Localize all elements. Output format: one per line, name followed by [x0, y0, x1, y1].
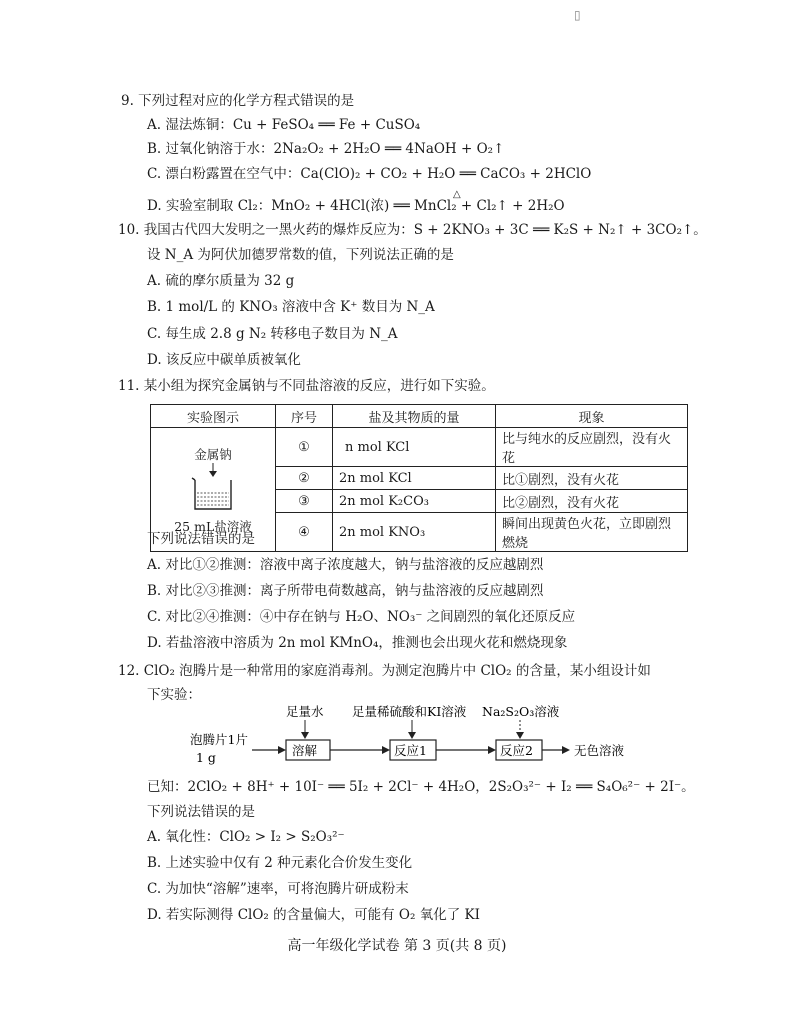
q9-option-c: C. 漂白粉露置在空气中：Ca(ClO)₂ + CO₂ + H₂O ══ CaCO₃ + 2HClO: [147, 166, 592, 182]
q12-option-d: D. 若实际测得 ClO₂ 的含量偏大，可能有 O₂ 氧化了 KI: [147, 907, 480, 923]
down-arrow-icon: [516, 732, 524, 739]
q9-option-d: D. 实验室制取 Cl₂：MnO₂ + 4HCl(浓) ══ MnCl₂ + Cl₂↑ + 2H₂O: [147, 198, 565, 214]
flow-arrow-icon: [278, 746, 286, 754]
beaker-diagram: [183, 463, 243, 513]
flow-start-line2: 1 g: [196, 750, 216, 765]
flow-box-reaction2-label: 反应2: [500, 743, 533, 758]
q9-stem: 9. 下列过程对应的化学方程式错误的是: [121, 93, 355, 109]
header-figure: 实验图示: [151, 405, 276, 428]
flow-end-label: 无色溶液: [574, 743, 625, 758]
q9-option-a: A. 湿法炼铜：Cu + FeSO₄ ══ Fe + CuSO₄: [147, 117, 421, 133]
page-footer: 高一年级化学试卷 第 3 页(共 8 页): [287, 938, 507, 954]
row-number: ④: [276, 513, 333, 552]
q11-subquestion: 下列说法错误的是: [147, 531, 255, 547]
row-phenomenon: 比①剧烈，没有火花: [496, 467, 688, 490]
flow-label-water: 足量水: [286, 704, 324, 719]
table-header-row: [151, 405, 688, 428]
q12-stem-line2: 下实验：: [147, 687, 201, 703]
header-salt: 盐及其物质的量: [333, 405, 496, 428]
q11-option-a: A. 对比①②推测：溶液中离子浓度越大，钠与盐溶液的反应越剧烈: [147, 557, 544, 573]
q12-option-c: C. 为加快“溶解”速率，可将泡腾片研成粉末: [147, 881, 409, 897]
row-phenomenon: 比②剧烈，没有火花: [496, 490, 688, 513]
q12-option-a: A. 氧化性：ClO₂ > I₂ > S₂O₃²⁻: [147, 829, 345, 845]
q10-option-b: B. 1 mol/L 的 KNO₃ 溶液中含 K⁺ 数目为 N_A: [147, 299, 435, 315]
q11-option-b: B. 对比②③推测：离子所带电荷数越高，钠与盐溶液的反应越剧烈: [147, 583, 544, 599]
flow-arrow-icon: [382, 746, 390, 754]
table-row: [151, 428, 688, 467]
drop-arrow-icon: [209, 471, 217, 477]
down-arrow-icon: [408, 732, 416, 739]
q11-option-c: C. 对比②④推测：④中存在钠与 H₂O、NO₃⁻ 之间剧烈的氧化还原反应: [147, 609, 576, 625]
row-number: ②: [276, 467, 333, 490]
q10-option-d: D. 该反应中碳单质被氧化: [147, 352, 301, 368]
row-phenomenon: 比与纯水的反应剧烈，没有火花: [496, 428, 688, 467]
experiment-flowchart: [180, 704, 700, 770]
figure-solution-label: 25 mL盐溶液: [174, 518, 252, 534]
q10-stem-line2: 设 N_A 为阿伏加德罗常数的值，下列说法正确的是: [147, 247, 454, 263]
row-salt: 2n mol KNO₃: [333, 513, 496, 552]
q12-stem-line1: 12. ClO₂ 泡腾片是一种常用的家庭消毒剂。为测定泡腾片中 ClO₂ 的含量，某小组设计如: [118, 663, 651, 679]
row-number: ③: [276, 490, 333, 513]
q11-option-d: D. 若盐溶液中溶质为 2n mol KMnO₄，推测也会出现火花和燃烧现象: [147, 635, 568, 651]
down-arrow-icon: [301, 732, 309, 739]
row-salt: 2n mol KCl: [333, 467, 496, 490]
flow-label-acid-ki: 足量稀硫酸和KI溶液: [352, 704, 467, 719]
flow-arrow-icon: [488, 746, 496, 754]
header-number: 序号: [276, 405, 333, 428]
q11-stem: 11. 某小组为探究金属钠与不同盐溶液的反应，进行如下实验。: [118, 378, 495, 394]
figure-sodium-label: 金属钠: [194, 446, 232, 462]
flow-arrow-icon: [562, 746, 570, 754]
q9-heat-symbol: △: [453, 189, 461, 200]
q12-option-b: B. 上述实验中仅有 2 种元素化合价发生变化: [147, 855, 413, 871]
row-salt: 2n mol K₂CO₃: [333, 490, 496, 513]
flow-box-reaction1-label: 反应1: [394, 743, 427, 758]
flow-label-thiosulfate: Na₂S₂O₃溶液: [482, 704, 560, 719]
q9-option-b: B. 过氧化钠溶于水：2Na₂O₂ + 2H₂O ══ 4NaOH + O₂↑: [147, 141, 505, 157]
q10-option-c: C. 每生成 2.8 g N₂ 转移电子数目为 N_A: [147, 326, 398, 342]
row-phenomenon: 瞬间出现黄色火花，立即剧烈燃烧: [496, 513, 688, 552]
q10-stem-line1: 10. 我国古代四大发明之一黑火药的爆炸反应为：S + 2KNO₃ + 3C ══ K₂S + N₂↑ + 3CO₂↑。: [118, 222, 707, 238]
corner-mark: ▯: [574, 8, 581, 22]
flow-box-dissolve-label: 溶解: [292, 743, 318, 758]
row-number: ①: [276, 428, 333, 467]
row-salt: n mol KCl: [333, 428, 496, 467]
q10-option-a: A. 硫的摩尔质量为 32 g: [147, 273, 295, 289]
q12-subquestion: 下列说法错误的是: [147, 804, 255, 820]
header-phenomenon: 现象: [496, 405, 688, 428]
flow-start-line1: 泡腾片1片: [190, 732, 248, 747]
q12-known: 已知：2ClO₂ + 8H⁺ + 10I⁻ ══ 5I₂ + 2Cl⁻ + 4H₂O，2S₂O₃²⁻ + I₂ ══ S₄O₆²⁻ + 2I⁻。: [147, 779, 695, 795]
